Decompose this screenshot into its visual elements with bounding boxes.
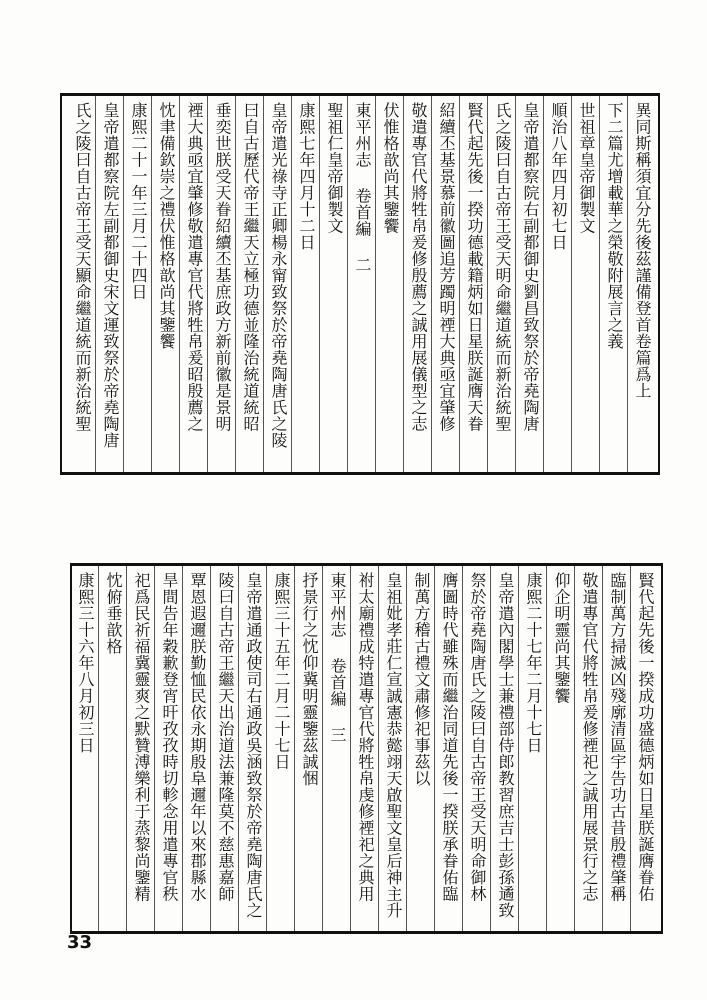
- bottom-panel-column: 制萬方稽古禮文肅修祀事茲以: [412, 572, 431, 787]
- bottom-panel-column: 旱間告年穀歉登宵旰孜孜時切軫念用遣專官秩: [160, 572, 179, 902]
- column-rule: [263, 96, 264, 472]
- top-panel-column: 禋大典亟宜肇修敬遣專官代將牲帛爰昭殷薦之: [185, 102, 204, 432]
- column-rule: [431, 96, 432, 472]
- top-panel-column: 順治八年四月初七日: [549, 102, 568, 251]
- top-panel-column: 世祖章皇帝御製文: [577, 102, 596, 234]
- top-panel-column: 康熙二十一年三月二十四日: [129, 102, 148, 300]
- top-panel-column: 伏惟格歆尚其鑒饗: [381, 102, 400, 234]
- top-panel-column: 康熙七年四月十二日: [297, 102, 316, 251]
- column-rule: [266, 566, 267, 931]
- top-panel-column: 氏之陵曰自古帝王受天顯命繼道統而新治統聖: [73, 102, 92, 432]
- column-rule: [207, 96, 208, 472]
- bottom-panel-column: 祭於帝堯陶唐氏之陵曰自古帝王受天明命御林: [468, 572, 487, 902]
- top-panel-column: 垂奕世朕受天眷紹續丕基庶政方新前徽是景明: [213, 102, 232, 432]
- bottom-panel-column: 祔太廟禮成特遣專官代將牲帛虔修禋祀之典用: [356, 572, 375, 902]
- column-rule: [154, 566, 155, 931]
- column-rule: [350, 566, 351, 931]
- top-text-panel: [60, 93, 660, 475]
- bottom-panel-column: 皇帝遣內閣學士兼禮部侍郎教習庶吉士彭孫遹致: [496, 572, 515, 919]
- top-panel-column: 忱聿備欽崇之禮伏惟格歆尚其鑒饗: [157, 102, 176, 350]
- top-panel-column: 皇帝遣都察院右副都御史劉昌致祭於帝堯陶唐: [521, 102, 540, 432]
- top-panel-column: 紹續丕基景慕前徽圖追芳躅明禋大典亟宜肇修: [437, 102, 456, 432]
- top-panel-column: 皇帝遣光祿寺正卿楊永甯致祭於帝堯陶唐氏之陵: [269, 102, 288, 449]
- column-rule: [123, 96, 124, 472]
- column-rule: [95, 96, 96, 472]
- bottom-panel-column: 忱俯垂歆格: [104, 572, 123, 655]
- column-rule: [543, 96, 544, 472]
- top-panel-column: 聖祖仁皇帝御製文: [325, 102, 344, 234]
- column-rule: [294, 566, 295, 931]
- column-rule: [459, 96, 460, 472]
- column-rule: [627, 96, 628, 472]
- bottom-panel-column: 康熙三十五年二月二十七日: [272, 572, 291, 770]
- bottom-panel-column: 膺圖時代雖殊而繼治同道先後一揆朕承眷佑臨: [440, 572, 459, 902]
- bottom-panel-column: 敬遣專官代將牲帛爰修禋祀之誠用展景行之志: [580, 572, 599, 902]
- column-rule: [151, 96, 152, 472]
- bottom-panel-column: 仰企明靈尚其鑒饗: [552, 572, 571, 704]
- column-rule: [515, 96, 516, 472]
- column-rule: [574, 566, 575, 931]
- bottom-panel-column: 覃恩遐邇朕勤恤民依永期殷阜邇年以來郡縣水: [188, 572, 207, 902]
- column-rule: [210, 566, 211, 931]
- column-rule: [182, 566, 183, 931]
- column-rule: [571, 96, 572, 472]
- bottom-panel-column: 東平州志 卷首編 三: [328, 572, 347, 743]
- top-panel-column: 異同斯稱須宜分先後茲謹備登首卷篇爲上: [633, 102, 652, 399]
- column-rule: [126, 566, 127, 931]
- bottom-panel-column: 抒景行之忱仰冀明靈鑒茲誠悃: [300, 572, 319, 787]
- bottom-panel-column: 陵曰自古帝王繼天出治道法兼隆莫不慈惠嘉師: [216, 572, 235, 902]
- column-rule: [98, 566, 99, 931]
- top-panel-column: 氏之陵曰自古帝王受天明命繼道統而新治統聖: [493, 102, 512, 432]
- page-number: 33: [67, 932, 93, 953]
- column-rule: [462, 566, 463, 931]
- column-rule: [602, 566, 603, 931]
- column-rule: [235, 96, 236, 472]
- column-rule: [291, 96, 292, 472]
- bottom-panel-column: 賢代起先後一揆成功盛德炳如日星朕誕膺眷佑: [636, 572, 655, 902]
- column-rule: [518, 566, 519, 931]
- column-rule: [403, 96, 404, 472]
- column-rule: [238, 566, 239, 931]
- column-rule: [630, 566, 631, 931]
- bottom-panel-column: 臨制萬方掃滅凶殘廓清區宇告功古昔殷禮肇稱: [608, 572, 627, 902]
- top-panel-column: 敬遣專官代將牲帛爰修殷薦之誠用展儀型之志: [409, 102, 428, 432]
- column-rule: [375, 96, 376, 472]
- top-panel-column: 賢代起先後一揆功德載籍炳如日星朕誕膺天眷: [465, 102, 484, 432]
- column-rule: [546, 566, 547, 931]
- bottom-panel-column: 康熙三十六年八月初三日: [76, 572, 95, 754]
- column-rule: [487, 96, 488, 472]
- column-rule: [599, 96, 600, 472]
- bottom-panel-column: 康熙二十七年二月十七日: [524, 572, 543, 754]
- top-panel-column: 曰自古歷代帝王繼天立極功德並隆治統道統昭: [241, 102, 260, 432]
- bottom-panel-column: 皇祖妣孝莊仁宣誠憲恭懿翊天啟聖文皇后神主升: [384, 572, 403, 919]
- column-rule: [319, 96, 320, 472]
- bottom-panel-column: 皇帝遣通政使司右通政吳涵致祭於帝堯陶唐氏之: [244, 572, 263, 919]
- column-rule: [322, 566, 323, 931]
- column-rule: [490, 566, 491, 931]
- column-rule: [406, 566, 407, 931]
- column-rule: [179, 96, 180, 472]
- column-rule: [347, 96, 348, 472]
- top-panel-column: 皇帝遣都察院左副都御史宋文運致祭於帝堯陶唐: [101, 102, 120, 449]
- bottom-text-panel: [70, 563, 663, 934]
- top-panel-column: 東平州志 卷首編 二: [353, 102, 372, 273]
- column-rule: [434, 566, 435, 931]
- top-panel-column: 下二篇尤增載華之榮敬附展言之義: [605, 102, 624, 350]
- column-rule: [378, 566, 379, 931]
- bottom-panel-column: 祀爲民祈福冀靈爽之默贊溥樂利于蒸黎尚鑒精: [132, 572, 151, 902]
